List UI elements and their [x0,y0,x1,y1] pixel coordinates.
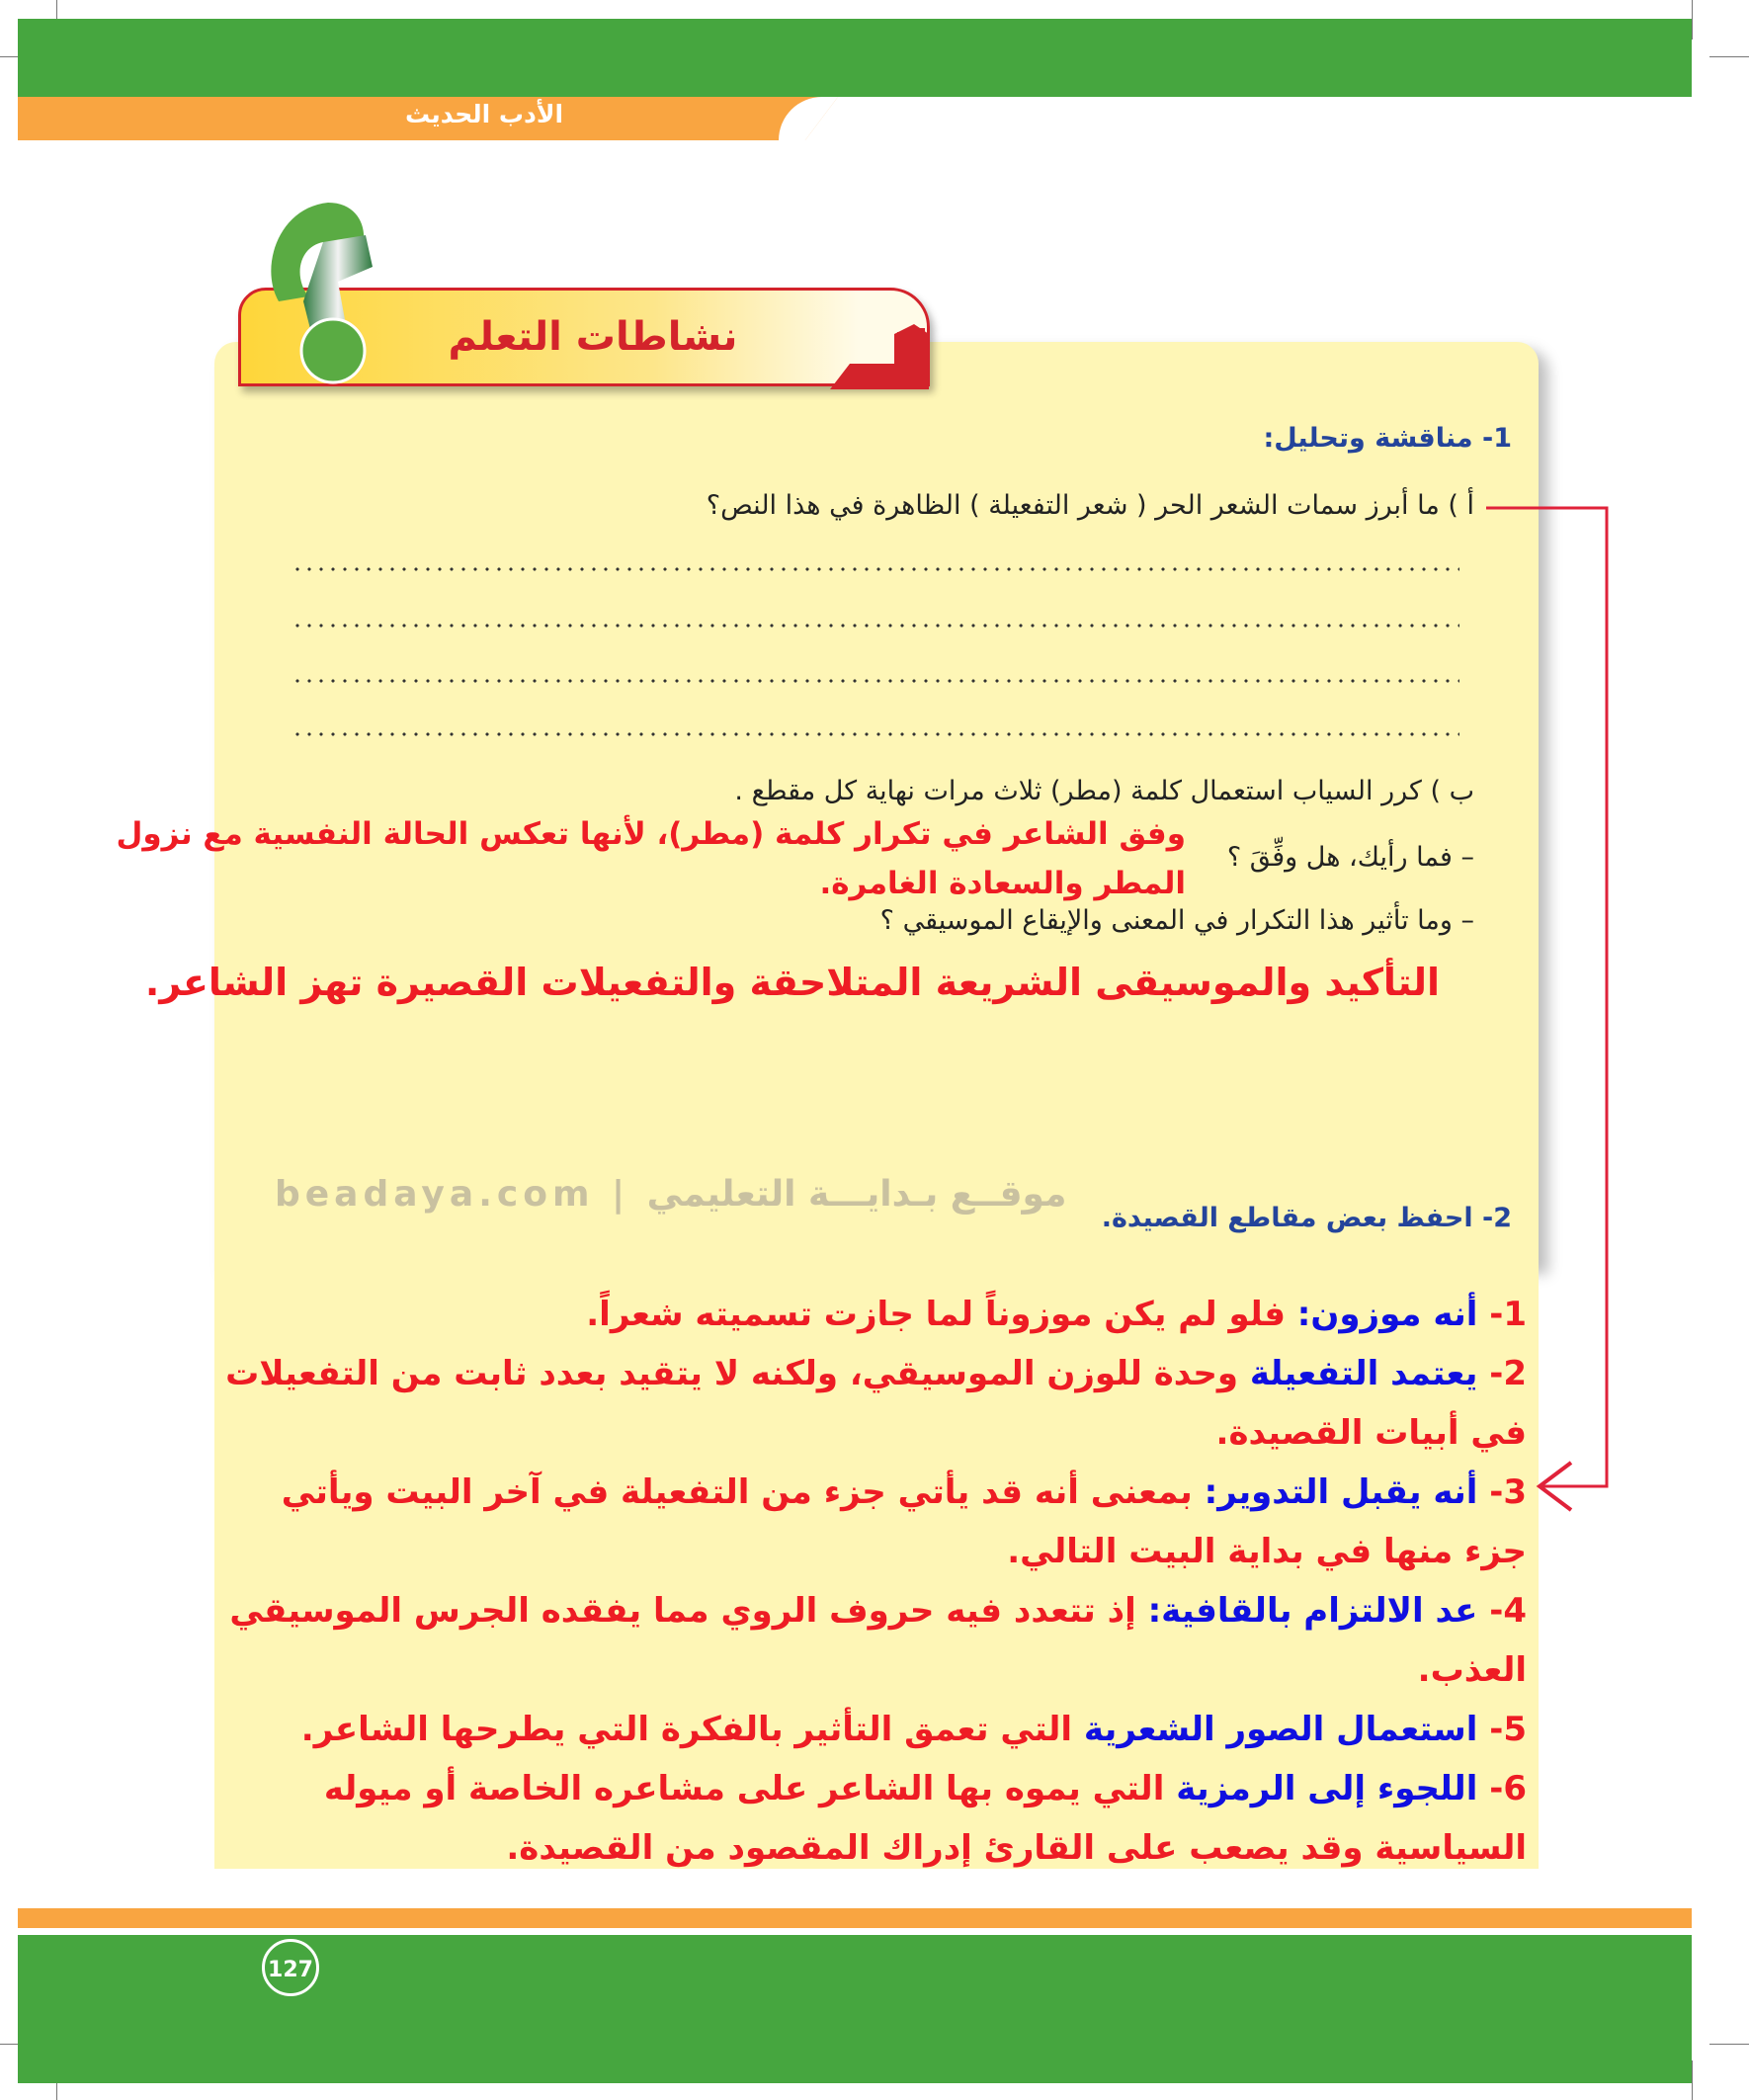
footer-orange-bar [18,1908,1692,1928]
answer-item: 6- اللجوء إلى الرمزية التي يموه بها الشاعر على مشاعره الخاصة أو ميوله السياسية وقد يصعب على القارئ إدراك المقصود من القصيدة. [323,1769,1527,1868]
answer-item: 5- استعمال الصور الشعرية التي تعمق التأثير بالفكرة التي يطرحها الشاعر. [300,1710,1527,1749]
sub-question-2: – وما تأثير هذا التكرار في المعنى والإيقاع الموسيقي ؟ [879,905,1474,936]
answer-b2: التأكيد والموسيقى الشريعة المتلاحقة والتفعيلات القصيرة تهز الشاعر. [144,961,1440,1004]
crop-mark [1692,0,1693,40]
answer-item: 2- يعتمد التفعيلة وحدة للوزن الموسيقي، ولكنه لا يتقيد بعدد ثابت من التفعيلات في أبيات القصيدة. [225,1354,1527,1453]
crop-mark [1692,2060,1693,2100]
question-b: ب ) كرر السياب استعمال كلمة (مطر) ثلاث مرات نهاية كل مقطع . [734,776,1474,806]
page-number: 127 [262,1939,319,1996]
section2-heading: 2- احفظ بعض مقاطع القصيدة. [1101,1203,1512,1233]
top-green-bar [18,19,1692,97]
connector-arrow-line-icon [1532,494,1621,1522]
crop-mark [1709,2044,1749,2045]
answer-item: 1- أنه موزون: فلو لم يكن موزوناً لما جازت تسميته شعراً. [586,1295,1527,1334]
crop-mark [1709,56,1749,57]
badge-decoration-icon [791,314,929,389]
question-mark-icon [259,188,417,385]
answer-line[interactable] [292,566,1459,572]
answer-b1-line1: وفق الشاعر في تكرار كلمة (مطر)، لأنها تعكس الحالة النفسية مع نزول [116,816,1186,852]
badge-title: نشاطات التعلم [448,314,738,360]
answer-item: 4- عد الالتزام بالقافية: إذ تتعدد فيه حروف الروي مما يفقده الجرس الموسيقي العذب. [229,1591,1527,1690]
answers-list [222,1285,1527,1878]
section-title: الأدب الحديث [404,100,564,128]
section1-heading: 1- مناقشة وتحليل: [1263,423,1512,454]
sub-question-1: – فما رأيك، هل وفِّقَ ؟ [1226,842,1474,873]
answer-line[interactable] [292,623,1459,629]
watermark: beadaya.com | موقــع بـدايـــة التعليمي [275,1174,1067,1215]
answer-line[interactable] [292,678,1459,684]
question-a: أ ) ما أبرز سمات الشعر الحر ( شعر التفعيلة ) الظاهرة في هذا النص؟ [706,490,1474,521]
answer-b1-line2: المطر والسعادة الغامرة. [819,866,1186,901]
answer-item: 3- أنه يقبل التدوير: بمعنى أنه قد يأتي جزء من التفعيلة في آخر البيت ويأتي جزء منها في بداية البيت التالي. [281,1472,1527,1571]
answer-line[interactable] [292,731,1459,737]
